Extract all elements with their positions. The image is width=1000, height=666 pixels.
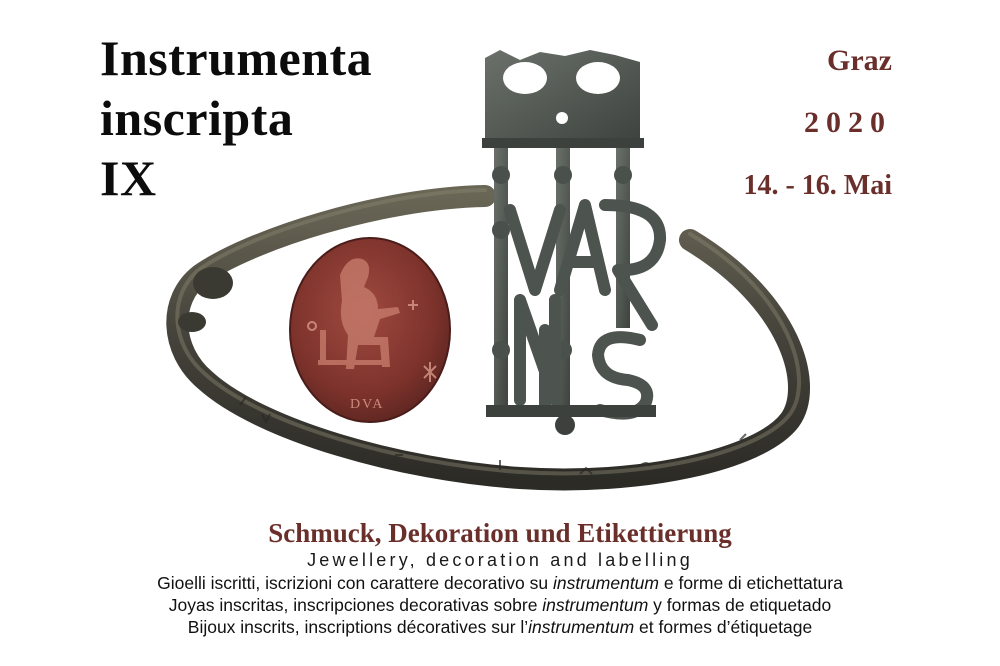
carnelian-gem-icon [290, 238, 450, 422]
conference-title [100, 28, 372, 208]
event-year: 2020 [804, 106, 892, 139]
italian-after: e forme di etichettatura [659, 573, 843, 593]
spanish-italic: instrumentum [542, 595, 649, 615]
french-after: et formes d’étiquetage [634, 617, 813, 637]
svg-text:DVA: DVA [350, 397, 385, 412]
bronze-ring-icon [177, 190, 799, 479]
spanish-after: y formas de etiquetado [648, 595, 832, 615]
subtitle-french [0, 616, 1000, 638]
title-line-3: IX [100, 150, 157, 206]
title-line-1: Instrumenta [100, 30, 373, 86]
subtitle-german: Schmuck, Dekoration und Etikettierung [268, 518, 732, 548]
subtitle-block [0, 516, 1000, 638]
subtitle-italian [0, 572, 1000, 594]
italian-italic: instrumentum [552, 573, 659, 593]
french-before: Bijoux inscrits, inscriptions décoratives sur l’ [187, 617, 529, 637]
event-city: Graz [827, 44, 892, 77]
title-line-2: inscripta [100, 90, 294, 146]
french-italic: instrumentum [528, 617, 635, 637]
subtitle-spanish [0, 594, 1000, 616]
italian-before: Gioelli iscritti, iscrizioni con carattere decorativo su [157, 573, 553, 593]
event-dates: 14. - 16. Mai [743, 170, 892, 201]
spanish-before: Joyas inscritas, inscripciones decorativas sobre [168, 595, 543, 615]
openwork-plaque-icon [482, 50, 660, 435]
subtitle-english: Jewellery, decoration and labelling [307, 550, 693, 570]
